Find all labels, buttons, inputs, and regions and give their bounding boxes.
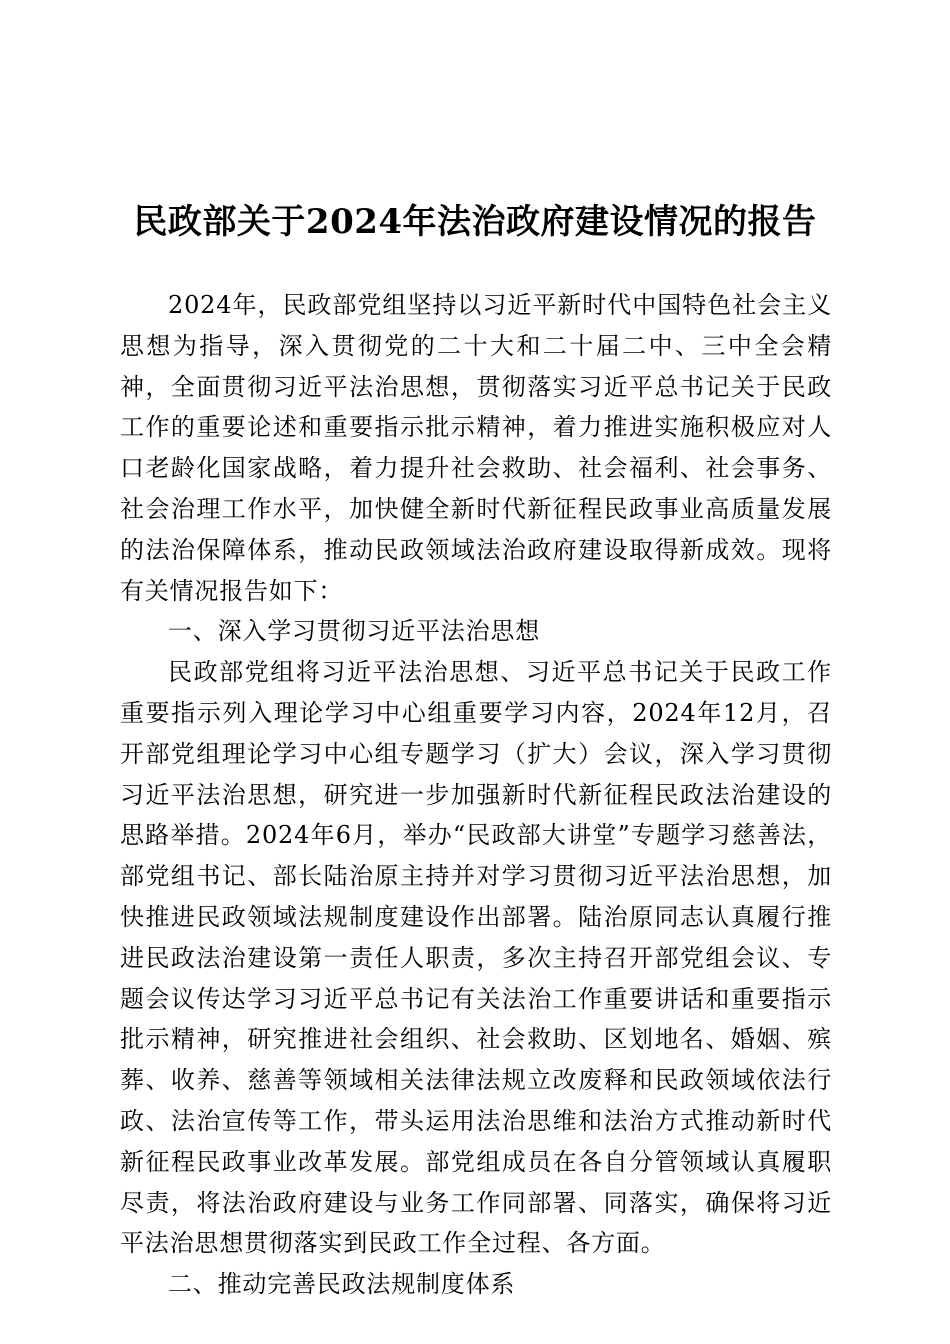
intro-paragraph: 2024年，民政部党组坚持以习近平新时代中国特色社会主义思想为指导，深入贯彻党的二十大和二十届二中、三中全会精神，全面贯彻习近平法治思想，贯彻落实习近平总书记关于民政工作的重要论述和重要指示批示精神，着力推进实施积极应对人口老龄化国家战略，着力提升社会救助、社会福利、社会事务、社会治理工作水平，加快健全新时代新征程民政事业高质量发展的法治保障体系，推动民政领域法治政府建设取得新成效。现将有关情况报告如下： bbox=[120, 291, 832, 605]
document-body bbox=[120, 285, 832, 1305]
section-2-heading: 二、推动完善民政法规制度体系 bbox=[168, 1270, 516, 1299]
section-1-heading: 一、深入学习贯彻习近平法治思想 bbox=[168, 617, 540, 646]
document-title: 民政部关于2024年法治政府建设情况的报告 bbox=[133, 202, 817, 242]
section-1-paragraph: 民政部党组将习近平法治思想、习近平总书记关于民政工作重要指示列入理论学习中心组重要学习内容，2024年12月，召开部党组理论学习中心组专题学习（扩大）会议，深入学习贯彻习近平法治思想，研究进一步加强新时代新征程民政法治建设的思路举措。2024年6月，举办“民政部大讲堂”专题学习慈善法，部党组书记、部长陆治原主持并对学习贯彻习近平法治思想，加快推进民政领域法规制度建设作出部署。陆治原同志认真履行推进民政法治建设第一责任人职责，多次主持召开部党组会议、专题会议传达学习习近平总书记有关法治工作重要讲话和重要指示批示精神，研究推进社会组织、社会救助、区划地名、婚姻、殡葬、收养、慈善等领域相关法律法规立改废释和民政领域依法行政、法治宣传等工作，带头运用法治思维和法治方式推动新时代新征程民政事业改革发展。部党组成员在各自分管领域认真履职尽责，将法治政府建设与业务工作同部署、同落实，确保将习近平法治思想贯彻落实到民政工作全过程、各方面。 bbox=[120, 658, 832, 1258]
